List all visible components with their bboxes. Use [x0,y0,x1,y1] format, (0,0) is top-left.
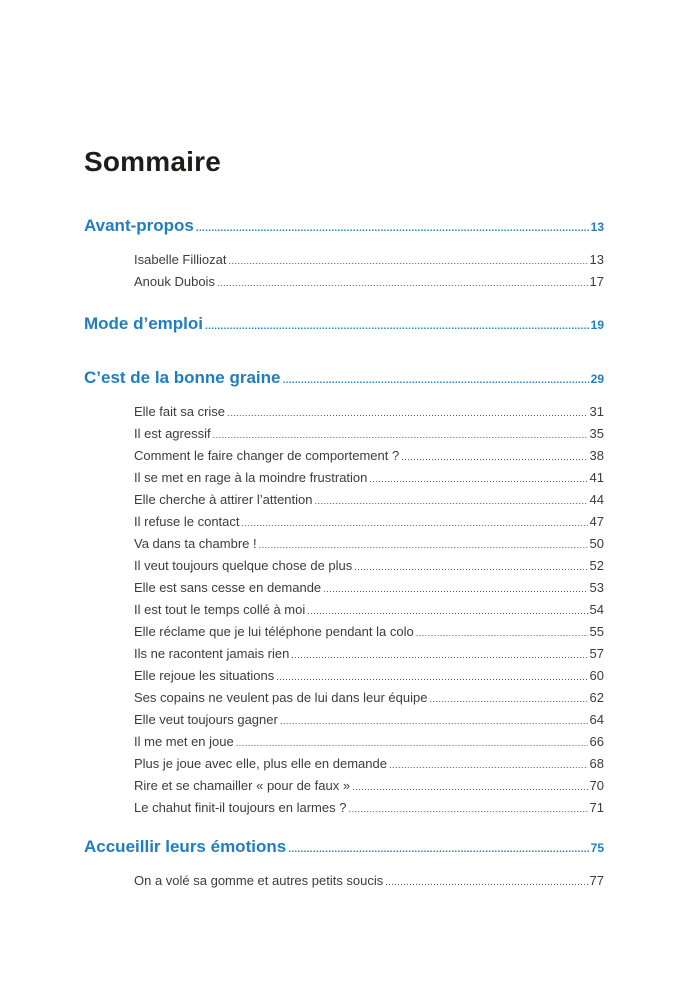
toc-entry[interactable] [134,734,604,752]
toc-section-accueillir-emotions[interactable] [84,837,604,861]
dot-leader [352,783,587,792]
page-number: 64 [589,712,604,727]
page-number: 50 [589,536,604,551]
toc-entry[interactable] [134,602,604,620]
dot-leader [369,475,587,484]
page-number: 44 [589,492,604,507]
toc-entry[interactable] [134,426,604,444]
page-number: 35 [589,426,604,441]
page-number: 47 [589,514,604,529]
toc-entry[interactable] [134,274,604,292]
entry-title: Isabelle Filliozat [134,252,227,267]
toc-entry[interactable] [134,470,604,488]
toc-section-bonne-graine[interactable] [84,368,604,392]
toc-entry[interactable] [134,800,604,818]
dot-leader [416,629,588,638]
entry-title: Plus je joue avec elle, plus elle en demande [134,756,387,771]
entry-title: On a volé sa gomme et autres petits soucis [134,873,384,888]
dot-leader [242,519,588,528]
entry-title: Elle rejoue les situations [134,668,275,683]
entry-title: Elle est sans cesse en demande [134,580,322,595]
page-number: 17 [589,274,604,289]
dot-leader [389,761,588,770]
dot-leader [227,409,587,418]
entry-title: Il me met en joue [134,734,234,749]
dot-leader [429,695,587,704]
toc-entry[interactable] [134,668,604,686]
dot-leader [213,431,588,440]
dot-leader [307,607,587,616]
page-title: Sommaire [84,146,221,177]
page-number: 55 [589,624,604,639]
toc-section-avant-propos[interactable] [84,216,604,240]
dot-leader [205,322,589,332]
entry-title: Elle veut toujours gagner [134,712,278,727]
entry-title: Elle réclame que je lui téléphone pendant la colo [134,624,414,639]
toc-entry[interactable] [134,624,604,642]
section-title: Mode d’emploi [84,314,203,333]
entry-title: Elle fait sa crise [134,404,226,419]
toc-entry[interactable] [134,646,604,664]
dot-leader [229,257,588,266]
page-number: 70 [589,778,604,793]
toc-entry[interactable] [134,778,604,796]
toc-entry[interactable] [134,690,604,708]
dot-leader [314,497,587,506]
dot-leader [288,845,588,855]
page-number: 66 [589,734,604,749]
page-number: 31 [589,404,604,419]
toc-entry[interactable] [134,756,604,774]
page-number: 57 [589,646,604,661]
dot-leader [401,453,587,462]
entry-title: Elle cherche à attirer l’attention [134,492,313,507]
toc-entry[interactable] [134,404,604,422]
dot-leader [348,805,587,814]
entry-title: Il est tout le temps collé à moi [134,602,306,617]
dot-leader [354,563,587,572]
dot-leader [280,717,588,726]
dot-leader [283,376,589,386]
dot-leader [276,673,587,682]
entry-title: Ses copains ne veulent pas de lui dans leur équipe [134,690,428,705]
toc-entry[interactable] [134,712,604,730]
entry-title: Comment le faire changer de comportement ? [134,448,400,463]
page-number: 77 [589,873,604,888]
dot-leader [323,585,587,594]
section-title: Avant-propos [84,216,194,235]
entry-title: Le chahut finit-il toujours en larmes ? [134,800,347,815]
toc-entry[interactable] [134,536,604,554]
toc-entry[interactable] [134,448,604,466]
toc-entry[interactable] [134,514,604,532]
toc-section-mode-emploi[interactable] [84,314,604,338]
entry-title: Rire et se chamailler « pour de faux » [134,778,351,793]
entry-title: Il est agressif [134,426,211,441]
page-number: 41 [589,470,604,485]
entry-title: Il veut toujours quelque chose de plus [134,558,353,573]
toc-entry[interactable] [134,492,604,510]
page-number: 54 [589,602,604,617]
page-number: 38 [589,448,604,463]
page-number: 68 [589,756,604,771]
page-number: 13 [590,220,604,234]
toc-entry[interactable] [134,558,604,576]
page-number: 62 [589,690,604,705]
page-number: 53 [589,580,604,595]
dot-leader [259,541,588,550]
page-number: 60 [589,668,604,683]
entry-title: Anouk Dubois [134,274,215,289]
dot-leader [291,651,587,660]
page-number: 29 [590,372,604,386]
page-number: 52 [589,558,604,573]
section-title: C’est de la bonne graine [84,368,281,387]
toc-entry[interactable] [134,873,604,891]
entry-title: Va dans ta chambre ! [134,536,257,551]
toc-entry[interactable] [134,252,604,270]
page-number: 13 [589,252,604,267]
dot-leader [385,878,587,887]
entry-title: Ils ne racontent jamais rien [134,646,290,661]
toc-entry[interactable] [134,580,604,598]
section-title: Accueillir leurs émotions [84,837,287,856]
entry-title: Il se met en rage à la moindre frustration [134,470,368,485]
page-number: 19 [590,318,604,332]
page-number: 75 [590,841,604,855]
page-number: 71 [589,800,604,815]
dot-leader [217,279,588,288]
dot-leader [236,739,588,748]
entry-title: Il refuse le contact [134,514,240,529]
dot-leader [196,224,589,234]
